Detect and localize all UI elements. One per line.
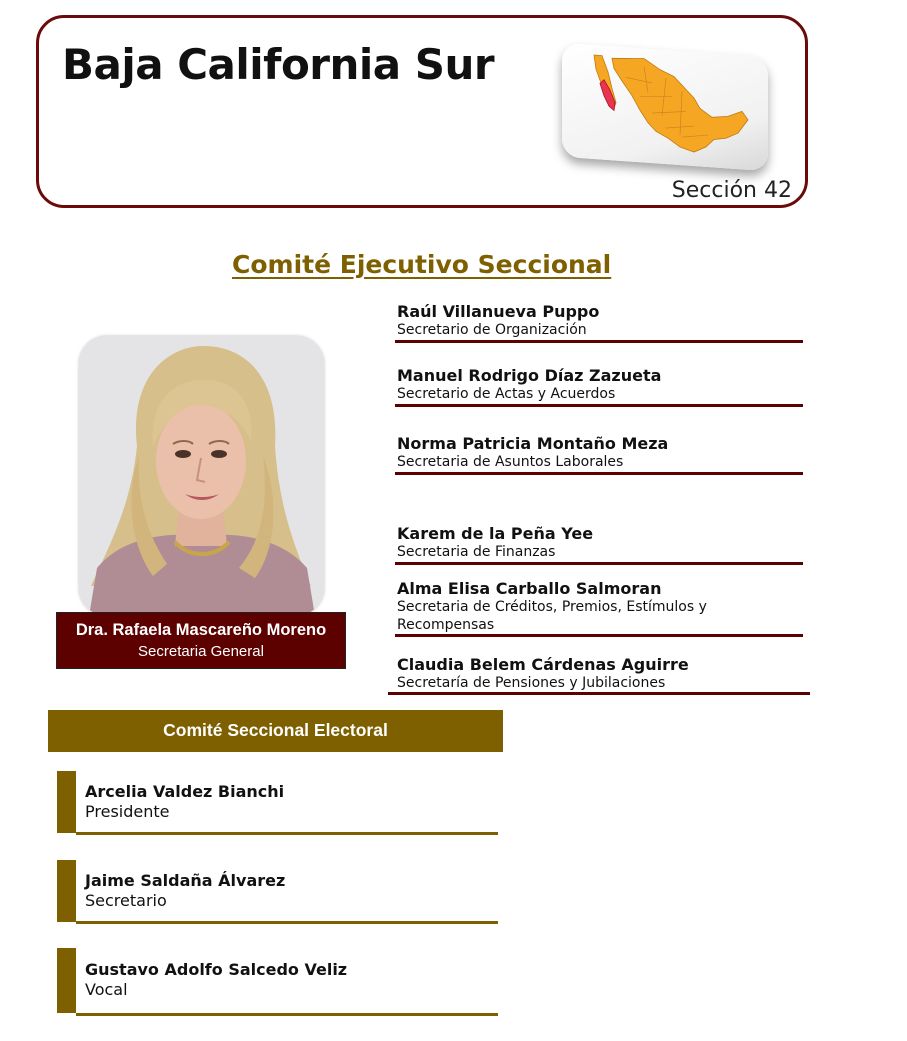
executive-member <box>397 366 805 403</box>
executive-member <box>397 302 805 339</box>
state-title: Baja California Sur <box>62 40 495 89</box>
member-role: Secretaria de Asuntos Laborales <box>397 454 624 470</box>
executive-member <box>397 524 805 561</box>
member-name: Gustavo Adolfo Salcedo Veliz <box>85 960 348 979</box>
section-label: Sección 42 <box>671 178 792 203</box>
member-name: Norma Patricia Montaño Meza <box>397 434 669 453</box>
accent-bar <box>57 771 76 833</box>
member-role: Presidente <box>85 802 170 821</box>
member-divider <box>395 562 803 565</box>
member-role: Secretario <box>85 891 167 910</box>
member-role: Secretaria de Finanzas <box>397 544 556 560</box>
member-role: Secretario de Organización <box>397 322 587 338</box>
general-secretary-label <box>56 612 346 669</box>
accent-bar <box>57 948 76 1013</box>
member-divider <box>76 832 498 835</box>
member-divider <box>395 340 803 343</box>
member-name: Karem de la Peña Yee <box>397 524 594 543</box>
executive-member <box>397 655 805 692</box>
member-name: Jaime Saldaña Álvarez <box>85 871 286 890</box>
member-divider <box>395 472 803 475</box>
member-divider <box>395 634 803 637</box>
electoral-committee-title: Comité Seccional Electoral <box>48 710 503 752</box>
member-divider <box>76 921 498 924</box>
general-secretary-name: Dra. Rafaela Mascareño Moreno <box>75 621 327 639</box>
general-secretary-role: Secretaria General <box>138 643 264 660</box>
general-secretary-photo <box>79 336 324 616</box>
member-name: Alma Elisa Carballo Salmoran <box>397 579 662 598</box>
executive-member <box>397 579 747 634</box>
member-divider <box>395 404 803 407</box>
executive-member <box>397 434 805 471</box>
mexico-map-icon <box>582 48 752 166</box>
electoral-member <box>85 782 284 822</box>
member-role: Vocal <box>85 980 128 999</box>
member-divider <box>76 1013 498 1016</box>
member-name: Manuel Rodrigo Díaz Zazueta <box>397 366 662 385</box>
member-role: Secretario de Actas y Acuerdos <box>397 386 616 402</box>
accent-bar <box>57 860 76 922</box>
member-name: Raúl Villanueva Puppo <box>397 302 600 321</box>
member-role: Secretaria de Créditos, Premios, Estímulos y Recompensas <box>397 599 707 633</box>
member-divider <box>388 692 810 695</box>
member-name: Claudia Belem Cárdenas Aguirre <box>397 655 689 674</box>
electoral-member <box>85 960 347 1000</box>
executive-committee-title: Comité Ejecutivo Seccional <box>232 250 612 279</box>
member-role: Secretaría de Pensiones y Jubilaciones <box>397 675 666 691</box>
map-card <box>562 43 768 171</box>
member-name: Arcelia Valdez Bianchi <box>85 782 285 801</box>
electoral-member <box>85 871 285 911</box>
